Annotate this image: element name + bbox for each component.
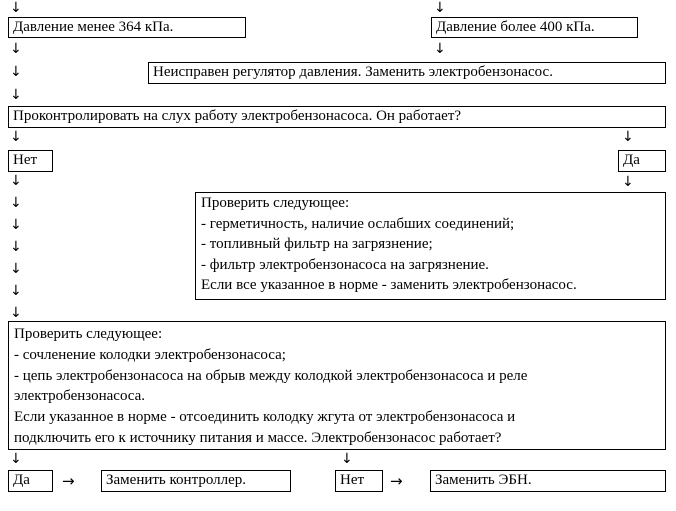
check-no-line: Проверить следующее: [14, 326, 163, 342]
check-yes-line: - герметичность, наличие ослабших соединений; [201, 215, 515, 232]
regulator-faulty-box: Неисправен регулятор давления. Заменить электробензонасос. [148, 62, 666, 84]
final-yes-box: Да [8, 470, 53, 492]
replace-controller-box: Заменить контроллер. [101, 470, 291, 492]
check-yes-line: Если все указанное в норме - заменить электробензонасос. [201, 277, 577, 293]
check-no-box [8, 321, 666, 450]
pressure-high-box: Давление более 400 кПа. [431, 17, 638, 38]
arrow-right-icon: → [62, 472, 75, 490]
check-yes-line: Проверить следующее: [201, 195, 350, 211]
arrow-down-icon: ↓ [10, 195, 22, 211]
arrow-down-icon: ↓ [10, 64, 22, 80]
check-no-line: - цепь электробензонасоса на обрыв между колодкой электробензонасоса и реле [14, 367, 528, 384]
check-no-line: Если указанное в норме - отсоединить колодку жгута от электробензонасоса и [14, 409, 516, 426]
arrow-down-icon: ↓ [10, 217, 22, 233]
listen-pump-question: Проконтролировать на слух работу электробензонасоса. Он работает? [8, 106, 666, 128]
arrow-down-icon: ↓ [10, 261, 22, 277]
arrow-down-icon: ↓ [10, 41, 22, 57]
arrow-down-icon: ↓ [622, 174, 634, 190]
arrow-down-icon: ↓ [10, 87, 22, 103]
arrow-down-icon: ↓ [10, 239, 22, 255]
check-yes-line: - фильтр электробензонасоса на загрязнение. [201, 256, 489, 273]
arrow-down-icon: ↓ [10, 451, 22, 467]
arrow-down-icon: ↓ [434, 0, 446, 16]
check-yes-line: - топливный фильтр на загрязнение; [201, 236, 433, 252]
check-yes-box [195, 192, 666, 300]
arrow-down-icon: ↓ [10, 173, 22, 189]
check-no-line: - сочленение колодки электробензонасоса; [14, 346, 286, 363]
arrow-down-icon: ↓ [10, 129, 22, 145]
pressure-low-box: Давление менее 364 кПа. [8, 17, 246, 38]
arrow-down-icon: ↓ [10, 0, 22, 16]
check-no-line: подключить его к источнику питания и массе. Электробензонасос работает? [14, 429, 502, 446]
arrow-right-icon: → [390, 472, 403, 490]
arrow-down-icon: ↓ [10, 283, 22, 299]
replace-pump-box: Заменить ЭБН. [430, 470, 666, 492]
check-no-line: электробензонасоса. [14, 388, 146, 405]
arrow-down-icon: ↓ [434, 41, 446, 57]
answer-yes-box: Да [618, 150, 666, 172]
arrow-down-icon: ↓ [10, 305, 22, 321]
final-no-box: Нет [335, 470, 383, 492]
answer-no-box: Нет [8, 150, 53, 172]
arrow-down-icon: ↓ [341, 451, 353, 467]
arrow-down-icon: ↓ [622, 129, 634, 145]
